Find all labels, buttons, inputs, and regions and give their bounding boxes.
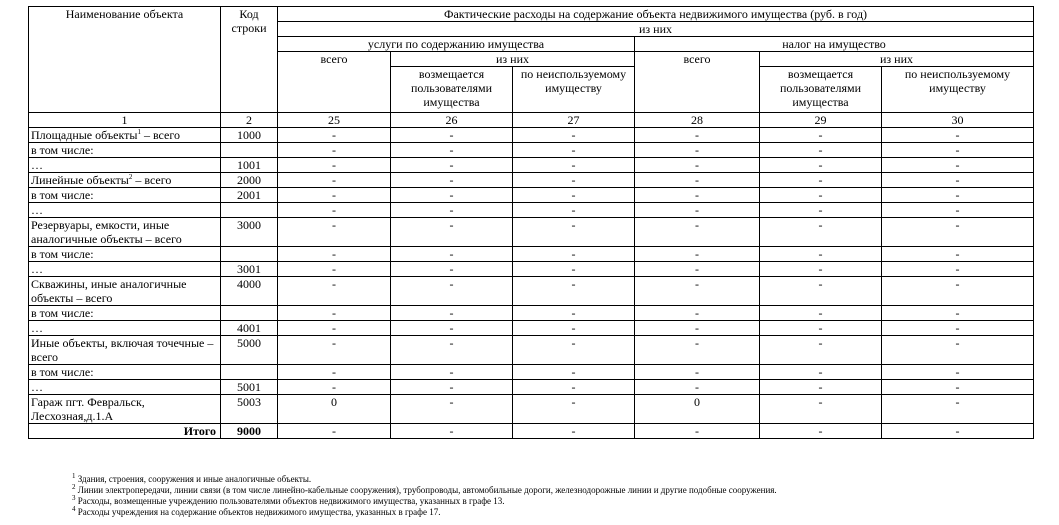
row-value: - (760, 188, 882, 203)
row-value: - (760, 277, 882, 306)
header-of-which: из них (278, 22, 1034, 37)
row-value: - (882, 336, 1034, 365)
row-name: в том числе: (29, 306, 221, 321)
row-value: - (882, 277, 1034, 306)
row-value: - (635, 143, 760, 158)
row-value: - (760, 247, 882, 262)
total-value: - (635, 424, 760, 439)
row-value: - (635, 277, 760, 306)
row-value: - (278, 321, 391, 336)
table-row (29, 380, 1034, 395)
row-code: 1000 (221, 128, 278, 143)
row-value: - (391, 277, 513, 306)
row-code (221, 247, 278, 262)
total-value: - (513, 424, 635, 439)
row-value: - (882, 262, 1034, 277)
row-value: - (882, 218, 1034, 247)
row-value: - (635, 158, 760, 173)
table-row (29, 218, 1034, 247)
row-value: - (760, 395, 882, 424)
col-number: 1 (29, 113, 221, 128)
row-value: - (513, 158, 635, 173)
col-number: 25 (278, 113, 391, 128)
footnote: $^2$ Линии электропередачи, линии связи (в том числе линейно-кабельные сооружения), трубопроводы, автомобильные дороги, железнодорожные линии и другие подобные сооружения. (72, 483, 777, 495)
row-value: - (513, 128, 635, 143)
row-value: - (760, 365, 882, 380)
row-value: - (513, 395, 635, 424)
row-value: - (882, 173, 1034, 188)
row-value: - (513, 218, 635, 247)
row-value: - (760, 380, 882, 395)
row-value: - (635, 247, 760, 262)
row-value: - (635, 203, 760, 218)
footnote: $^1$ Здания, строения, сооружения и иные аналогичные объекты. (72, 472, 312, 484)
table-row (29, 395, 1034, 424)
row-value: - (882, 365, 1034, 380)
row-value: - (391, 173, 513, 188)
row-value: - (278, 218, 391, 247)
header-tax-reimbursed: возмещается пользователями имущества (760, 67, 882, 113)
row-value: - (760, 143, 882, 158)
header-services-of-which: из них (391, 52, 635, 67)
row-value: - (278, 173, 391, 188)
row-value: - (278, 188, 391, 203)
header-services-reimbursed: возмещается пользователями имущества (391, 67, 513, 113)
total-value: - (391, 424, 513, 439)
row-value: - (635, 336, 760, 365)
row-value: - (513, 380, 635, 395)
table-row (29, 203, 1034, 218)
total-value: - (278, 424, 391, 439)
col-number: 2 (221, 113, 278, 128)
row-value: - (760, 336, 882, 365)
row-value: - (635, 262, 760, 277)
row-name: Гараж пгт. Февральск, Лесхозная,д.1.А (29, 395, 221, 424)
row-name: Линейные объекты$^2$ – всего (29, 173, 221, 188)
row-value: - (278, 143, 391, 158)
footnotes (72, 474, 777, 518)
row-value: - (278, 336, 391, 365)
row-value: 0 (278, 395, 391, 424)
row-value: - (882, 188, 1034, 203)
row-value: - (635, 173, 760, 188)
row-name: … (29, 262, 221, 277)
row-value: - (513, 143, 635, 158)
row-value: - (391, 247, 513, 262)
total-code: 9000 (221, 424, 278, 439)
row-code: 1001 (221, 158, 278, 173)
row-value: - (760, 306, 882, 321)
row-value: - (513, 203, 635, 218)
row-code: 5001 (221, 380, 278, 395)
row-name: … (29, 321, 221, 336)
row-value: - (635, 306, 760, 321)
table-row (29, 128, 1034, 143)
row-name: … (29, 203, 221, 218)
row-value: - (513, 277, 635, 306)
row-value: - (391, 188, 513, 203)
table-body (29, 128, 1034, 439)
row-value: - (278, 380, 391, 395)
row-value: - (278, 262, 391, 277)
col-number: 29 (760, 113, 882, 128)
row-value: - (882, 247, 1034, 262)
header-tax-of-which: из них (760, 52, 1034, 67)
table-row (29, 143, 1034, 158)
row-value: - (635, 365, 760, 380)
row-name: … (29, 158, 221, 173)
row-name: Резервуары, емкости, иные аналогичные объекты – всего (29, 218, 221, 247)
table-row (29, 277, 1034, 306)
row-value: - (513, 321, 635, 336)
row-value: - (760, 218, 882, 247)
row-value: - (635, 321, 760, 336)
row-value: - (513, 336, 635, 365)
row-name: в том числе: (29, 143, 221, 158)
expenses-table (28, 6, 1034, 439)
total-row (29, 424, 1034, 439)
row-name: в том числе: (29, 188, 221, 203)
row-name: Площадные объекты$^1$ – всего (29, 128, 221, 143)
row-value: - (278, 247, 391, 262)
row-value: - (391, 203, 513, 218)
row-value: - (882, 158, 1034, 173)
row-value: - (760, 173, 882, 188)
row-code: 3001 (221, 262, 278, 277)
header-name: Наименование объекта (29, 7, 221, 113)
header-tax: налог на имущество (635, 37, 1034, 52)
row-value: - (760, 321, 882, 336)
table-row (29, 336, 1034, 365)
col-number: 28 (635, 113, 760, 128)
row-code: 3000 (221, 218, 278, 247)
row-value: - (882, 321, 1034, 336)
row-value: - (278, 277, 391, 306)
row-value: - (635, 188, 760, 203)
footnote: $^4$ Расходы учреждения на содержание объектов недвижимого имущества, указанных в графе 17. (72, 505, 441, 517)
row-value: - (391, 262, 513, 277)
row-value: - (513, 365, 635, 380)
row-name: … (29, 380, 221, 395)
row-code: 4001 (221, 321, 278, 336)
total-value: - (882, 424, 1034, 439)
row-value: - (882, 306, 1034, 321)
row-value: - (513, 306, 635, 321)
row-value: - (635, 218, 760, 247)
row-value: - (760, 203, 882, 218)
header-services-total: всего (278, 52, 391, 113)
row-value: - (760, 128, 882, 143)
row-code: 5003 (221, 395, 278, 424)
row-value: - (391, 395, 513, 424)
col-number: 26 (391, 113, 513, 128)
row-value: - (391, 380, 513, 395)
row-code (221, 365, 278, 380)
table-row (29, 158, 1034, 173)
col-number: 30 (882, 113, 1034, 128)
row-value: 0 (635, 395, 760, 424)
table-row (29, 306, 1034, 321)
row-value: - (760, 158, 882, 173)
row-value: - (391, 306, 513, 321)
column-numbers-row (29, 113, 1034, 128)
row-value: - (391, 158, 513, 173)
row-code (221, 203, 278, 218)
row-value: - (513, 247, 635, 262)
row-value: - (760, 262, 882, 277)
table-row (29, 321, 1034, 336)
table-row (29, 247, 1034, 262)
row-value: - (278, 306, 391, 321)
table-row (29, 188, 1034, 203)
row-value: - (882, 203, 1034, 218)
row-code: 5000 (221, 336, 278, 365)
row-name: Иные объекты, включая точечные – всего (29, 336, 221, 365)
row-name: в том числе: (29, 247, 221, 262)
header-tax-unused: по неиспользуемому имуществу (882, 67, 1034, 113)
row-value: - (882, 143, 1034, 158)
row-value: - (278, 158, 391, 173)
row-value: - (882, 380, 1034, 395)
row-value: - (278, 203, 391, 218)
row-value: - (391, 321, 513, 336)
row-value: - (391, 128, 513, 143)
table-row (29, 173, 1034, 188)
row-value: - (278, 365, 391, 380)
row-value: - (882, 128, 1034, 143)
row-name: Скважины, иные аналогичные объекты – всего (29, 277, 221, 306)
table-row (29, 365, 1034, 380)
total-value: - (760, 424, 882, 439)
row-code (221, 306, 278, 321)
row-name: в том числе: (29, 365, 221, 380)
row-code: 4000 (221, 277, 278, 306)
row-value: - (391, 336, 513, 365)
row-value: - (391, 365, 513, 380)
footnote: $^3$ Расходы, возмещенные учреждению пользователями объектов недвижимого имущества, указанных в графе 13. (72, 494, 505, 506)
col-number: 27 (513, 113, 635, 128)
row-code (221, 143, 278, 158)
row-value: - (391, 143, 513, 158)
header-main-title: Фактические расходы на содержание объекта недвижимого имущества (руб. в год) (278, 7, 1034, 22)
header-code: Код строки (221, 7, 278, 113)
row-value: - (391, 218, 513, 247)
header-row-1 (29, 7, 1034, 22)
header-services: услуги по содержанию имущества (278, 37, 635, 52)
row-value: - (513, 173, 635, 188)
row-value: - (635, 380, 760, 395)
row-code: 2000 (221, 173, 278, 188)
row-value: - (278, 128, 391, 143)
row-value: - (513, 188, 635, 203)
row-value: - (635, 128, 760, 143)
header-tax-total: всего (635, 52, 760, 113)
header-services-unused: по неиспользуемому имуществу (513, 67, 635, 113)
row-value: - (882, 395, 1034, 424)
row-value: - (513, 262, 635, 277)
row-code: 2001 (221, 188, 278, 203)
table-row (29, 262, 1034, 277)
total-label: Итого (29, 424, 221, 439)
